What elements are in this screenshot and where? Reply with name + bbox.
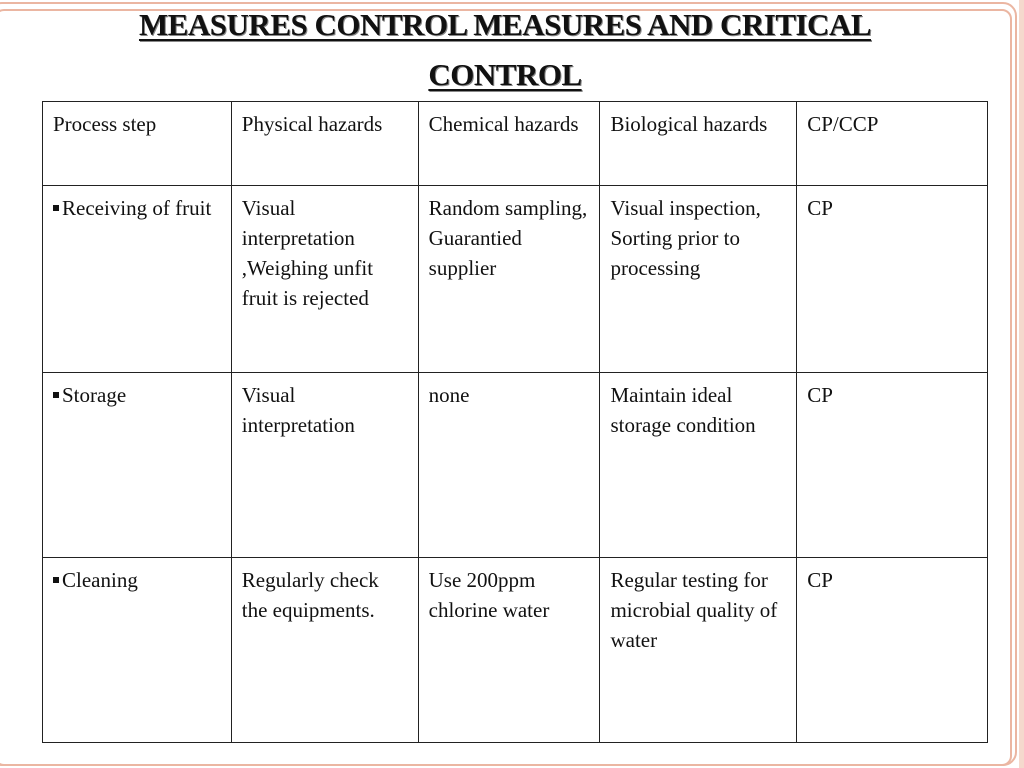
header-process-step: Process step [43, 102, 232, 186]
table-row [43, 558, 988, 743]
header-biological-hazards: Biological hazards [600, 102, 797, 186]
cell-cp: CP [797, 186, 988, 373]
cell-cp: CP [797, 373, 988, 558]
cell-biological: Visual inspection, Sorting prior to processing [600, 186, 797, 373]
cell-biological: Regular testing for microbial quality of water [600, 558, 797, 743]
page-title [40, 0, 970, 100]
cell-physical: Regularly check the equipments. [231, 558, 418, 743]
header-cp-ccp: CP/CCP [797, 102, 988, 186]
table-row [43, 373, 988, 558]
cell-chemical: Random sampling, Guarantied supplier [418, 186, 600, 373]
cell-step [43, 558, 232, 743]
cell-chemical: Use 200ppm chlorine water [418, 558, 600, 743]
table-header-row [43, 102, 988, 186]
bullet-icon [53, 205, 59, 211]
title-line-2: CONTROL [428, 57, 582, 92]
cell-step [43, 186, 232, 373]
cell-chemical: none [418, 373, 600, 558]
cell-biological: Maintain ideal storage condition [600, 373, 797, 558]
header-physical-hazards: Physical hazards [231, 102, 418, 186]
cell-cp: CP [797, 558, 988, 743]
bullet-icon [53, 577, 59, 583]
cell-physical: Visual interpretation [231, 373, 418, 558]
bullet-icon [53, 392, 59, 398]
step-label: Cleaning [62, 568, 138, 592]
slide-side-bar [1019, 0, 1024, 768]
table-row [43, 186, 988, 373]
header-chemical-hazards: Chemical hazards [418, 102, 600, 186]
cell-step [43, 373, 232, 558]
cell-physical: Visual interpretation ,Weighing unfit fruit is rejected [231, 186, 418, 373]
step-label: Receiving of fruit [62, 196, 212, 220]
hazard-table [42, 101, 988, 743]
step-label: Storage [62, 383, 127, 407]
title-line-1: MEASURES CONTROL MEASURES AND CRITICAL [138, 7, 872, 42]
